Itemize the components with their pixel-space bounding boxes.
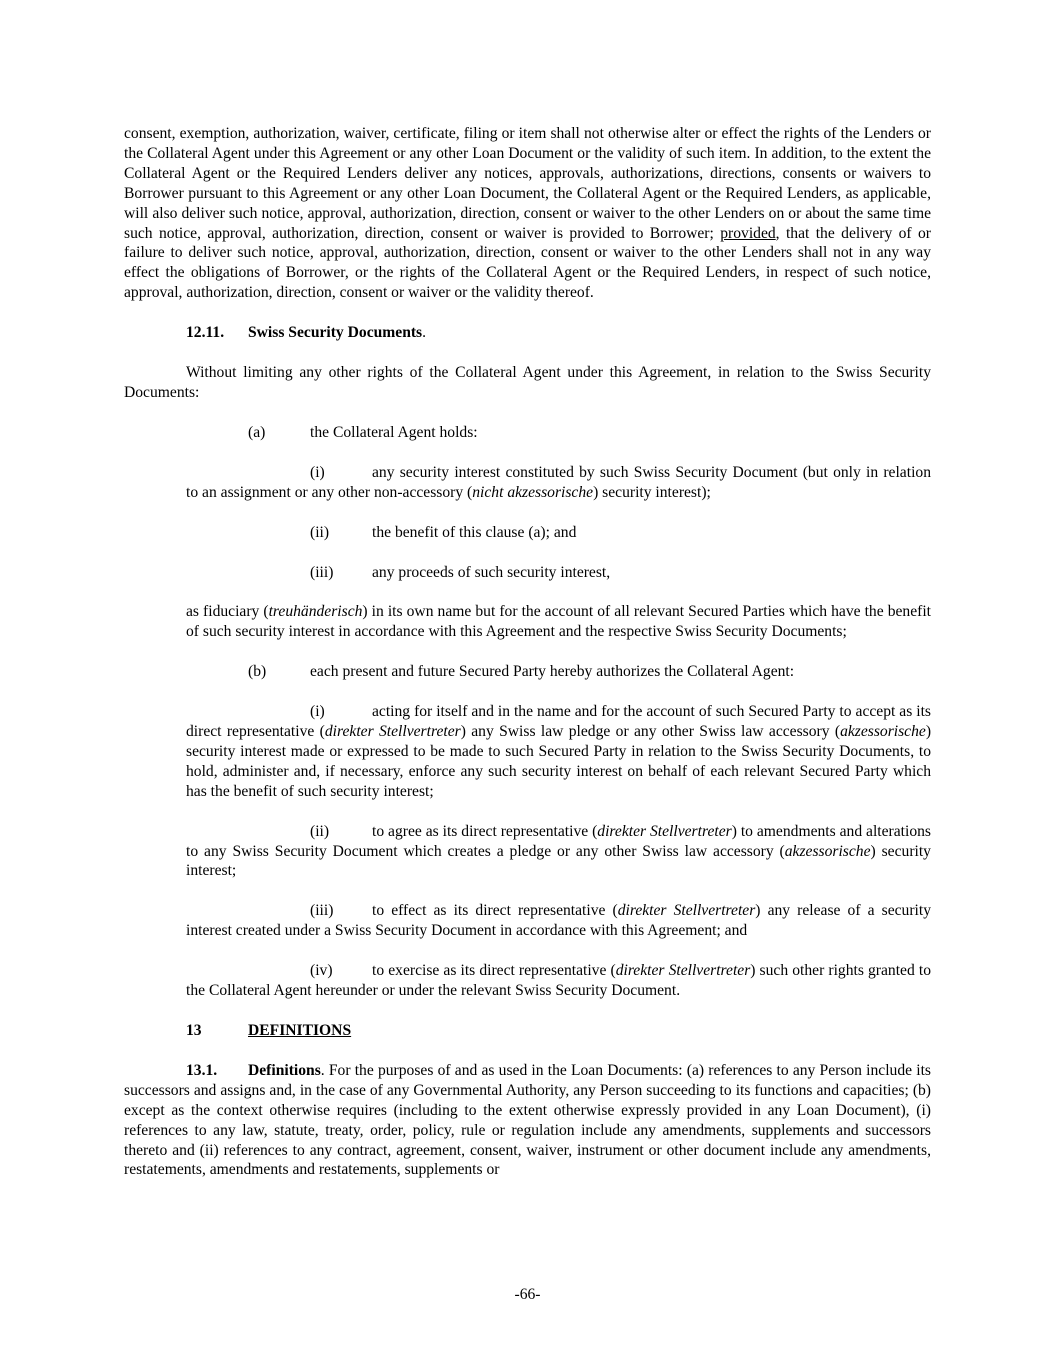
clause-a-i-number: (i) bbox=[310, 463, 325, 481]
clause-a-iii: (iii) any proceeds of such security interest, bbox=[310, 563, 611, 581]
section-12-11-intro: Without limiting any other rights of the Collateral Agent under this Agreement, in relation to the Swiss Security Documents: bbox=[124, 364, 931, 401]
article-number: 13 bbox=[186, 1022, 202, 1039]
page-number: -66- bbox=[514, 1286, 541, 1303]
section-13-1-number: 13.1. bbox=[186, 1061, 218, 1079]
clause-b-i-number: (i) bbox=[310, 703, 325, 721]
clause-a-number: (a) bbox=[248, 423, 266, 441]
provided-term: provided bbox=[720, 224, 776, 242]
clause-b-iv: (iv) to exercise as its direct representative (direkter Stellvertreter) such other rights granted to the Collateral Agent hereunder or under the relevant Swiss Security Document. bbox=[186, 962, 931, 1000]
clause-b-iii: (iii) to effect as its direct representative (direkter Stellvertreter) any release of a security interest created under a Swiss Security Document in accordance with this Agreement; and bbox=[186, 902, 931, 940]
clause-a bbox=[124, 423, 931, 443]
clause-b-ii-number: (ii) bbox=[310, 822, 330, 840]
clause-b bbox=[124, 662, 931, 682]
section-13-1: 13.1. Definitions. For the purposes of and as used in the Loan Documents: (a) references to any Person include its successors and assigns and, in the case of any Governmental Authority, any Person succeeding to its functions and capacities; (b) except as the context otherwise requires (including to the extent otherwise expressly provided in any Loan Document), (i) references to any law, statute, treaty, order, policy, rule or regulation include any amendments, supplements and successors thereto and (ii) references to any contract, agreement, consent, waiver, instrument or other document include any amendments, restatements, amendments and restatements, supplements or bbox=[124, 1061, 931, 1179]
article-13-heading bbox=[124, 1021, 931, 1041]
clause-a-ii: (ii) the benefit of this clause (a); and bbox=[310, 523, 577, 541]
section-number: 12.11. bbox=[186, 324, 225, 342]
clause-b-iv-number: (iv) bbox=[310, 962, 333, 980]
clause-b-text: each present and future Secured Party hereby authorizes the Collateral Agent: bbox=[310, 663, 795, 681]
clause-a-tail: as fiduciary (treuhänderisch) in its own name but for the account of all relevant Secured Parties which have the benefit of such security interest in accordance with this Agreement and the respective Swiss Security Documents; bbox=[186, 603, 931, 641]
clause-a-iii-number: (iii) bbox=[310, 563, 334, 581]
clause-b-i: (i) acting for itself and in the name and for the account of such Secured Party to accept as its direct representative (direkter Stellvertreter) any Swiss law pledge or any other Swiss law accessory (akzessorische) security interest made or expressed to be made to such Secured Party in relation to the Swiss Security Documents, to hold, administer and, if necessary, enforce any such security interest on behalf of each relevant Secured Party which has the benefit of such security interest; bbox=[186, 703, 932, 800]
paragraph-continuation: consent, exemption, authorization, waiver, certificate, filing or item shall not otherwise alter or effect the rights of the Lenders or the Collateral Agent under this Agreement or any other Loan Document or the validity of such item. In addition, to the extent the Collateral Agent or the Required Lenders deliver any notices, approvals, authorizations, directions, consents or waivers to Borrower pursuant to this Agreement or any other Loan Document, the Collateral Agent or the Required Lenders, as applicable, will also deliver such notice, approval, authorization, direction, consent or waiver to the other Lenders on or about the same time such notice, approval, authorization, direction, consent or waiver is provided to Borrower; provided, that the delivery of or failure to deliver such notice, approval, authorization, direction, consent or waiver to the other Lenders shall not in any way effect the obligations of Borrower, or the rights of the Collateral Agent or the Required Lenders, in respect of such notice, approval, authorization, direction, consent or waiver or the validity thereof. bbox=[124, 125, 931, 302]
document-page bbox=[124, 124, 931, 1180]
clause-a-i: (i) any security interest constituted by such Swiss Security Document (but only in relation to an assignment or any other non-accessory (nicht akzessorische) security interest); bbox=[186, 463, 931, 501]
section-12-11-heading: 12.11. Swiss Security Documents. bbox=[186, 324, 427, 342]
section-title: Swiss Security Documents bbox=[248, 324, 423, 342]
clause-b-iii-number: (iii) bbox=[310, 902, 334, 920]
clause-a-ii-number: (ii) bbox=[310, 523, 330, 541]
article-title: DEFINITIONS bbox=[248, 1022, 352, 1039]
clause-b-number: (b) bbox=[248, 663, 267, 681]
clause-b-ii: (ii) to agree as its direct representative (direkter Stellvertreter) to amendments and alterations to any Swiss Security Document which creates a pledge or any other Swiss law accessory (akzessorische) security interest; bbox=[186, 822, 931, 880]
section-13-1-title: Definitions bbox=[248, 1061, 321, 1079]
clause-a-text: the Collateral Agent holds: bbox=[310, 423, 478, 441]
